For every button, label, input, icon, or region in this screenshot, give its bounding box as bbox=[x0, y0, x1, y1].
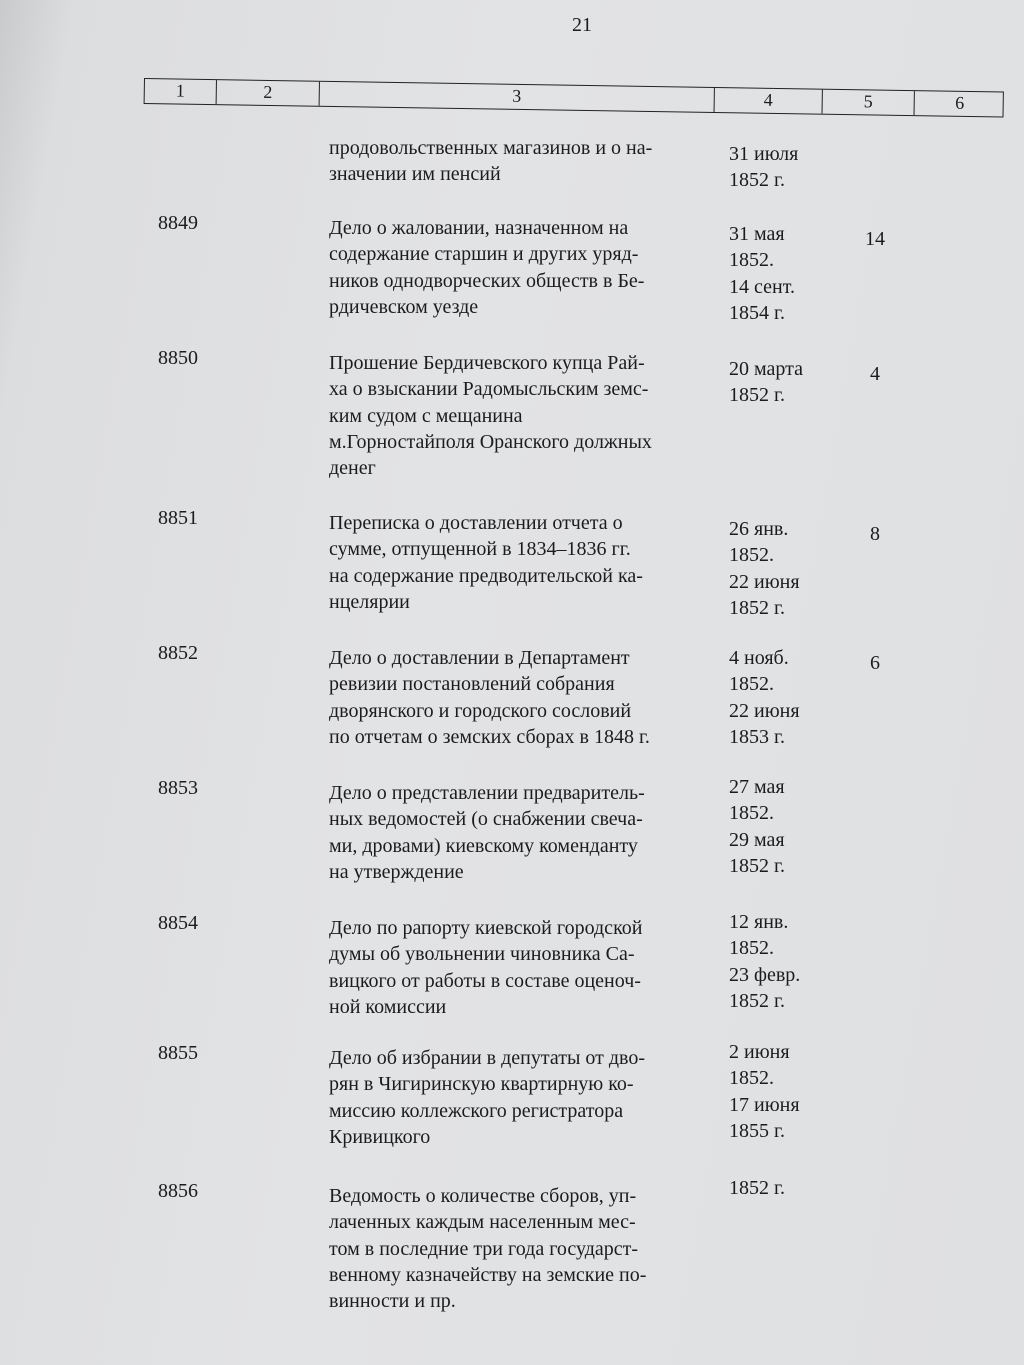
description-line: рдичевском уезде bbox=[329, 295, 479, 318]
description-line: по отчетам о земских сборах в 1848 г. bbox=[329, 725, 650, 748]
record-sheet-count: 8 bbox=[870, 523, 880, 545]
description-line: продовольственных магазинов и о на- bbox=[329, 137, 653, 159]
description-line: ной комиссии bbox=[329, 995, 447, 1018]
description-line: том в последние три года государст- bbox=[329, 1237, 639, 1260]
record-number: 8851 bbox=[158, 507, 198, 529]
record-dates bbox=[729, 221, 839, 326]
date-line: 1852 г. bbox=[729, 169, 785, 192]
description-line: венному казначейству на земские по- bbox=[329, 1263, 647, 1286]
header-col-6: 6 bbox=[955, 92, 965, 113]
date-line: 12 янв. bbox=[729, 911, 789, 933]
description-line: Кривицкого bbox=[329, 1125, 431, 1148]
record-number: 8849 bbox=[158, 212, 198, 234]
record-number: 8850 bbox=[158, 347, 198, 369]
description-line: Дело о представлении предваритель- bbox=[329, 782, 645, 804]
record-sheet-count: 4 bbox=[870, 363, 880, 385]
record-description bbox=[329, 510, 714, 615]
record-number: 8853 bbox=[158, 777, 198, 799]
date-line: 22 июня bbox=[729, 699, 800, 722]
date-line: 1852. bbox=[729, 937, 774, 960]
record-description bbox=[329, 215, 714, 320]
date-line: 17 июня bbox=[729, 1093, 800, 1116]
date-line: 20 марта bbox=[729, 358, 803, 380]
record-dates bbox=[729, 141, 839, 194]
page-number: 21 bbox=[572, 14, 592, 36]
description-line: ников однодворческих обществ в Бе- bbox=[329, 269, 645, 292]
record-dates bbox=[729, 1175, 839, 1201]
date-line: 1852 г. bbox=[729, 989, 785, 1012]
record-number: 8856 bbox=[158, 1180, 198, 1202]
description-line: на содержание предводительской ка- bbox=[329, 564, 643, 587]
record-description bbox=[329, 1045, 714, 1150]
date-line: 1854 г. bbox=[729, 301, 785, 324]
date-line: 1852 г. bbox=[729, 384, 785, 407]
description-line: ха о взыскании Радомысльским земс- bbox=[329, 378, 649, 401]
description-line: ким судом с мещанина bbox=[329, 404, 523, 427]
date-line: 27 мая bbox=[729, 776, 785, 798]
description-line: винности и пр. bbox=[329, 1290, 456, 1313]
header-col-1: 1 bbox=[145, 79, 217, 104]
date-line: 1852. bbox=[729, 673, 774, 696]
record-description bbox=[329, 645, 714, 750]
description-line: сумме, отпущенной в 1834–1836 гг. bbox=[329, 538, 631, 561]
record-description bbox=[329, 915, 714, 1020]
date-line: 2 июня bbox=[729, 1041, 790, 1063]
date-line: 23 февр. bbox=[729, 963, 801, 986]
description-line: миссию коллежского регистратора bbox=[329, 1099, 624, 1122]
record-dates bbox=[729, 516, 839, 621]
record-description bbox=[329, 135, 714, 188]
description-line: рян в Чигиринскую квартирную ко- bbox=[329, 1073, 634, 1096]
date-line: 1852. bbox=[729, 1067, 774, 1090]
record-number: 8855 bbox=[158, 1042, 198, 1064]
date-line: 1852. bbox=[729, 249, 774, 272]
description-line: Прошение Бердичевского купца Рай- bbox=[329, 352, 645, 374]
record-dates bbox=[729, 356, 839, 409]
header-col-5: 5 bbox=[823, 90, 915, 115]
record-dates bbox=[729, 1039, 839, 1144]
date-line: 1852 г. bbox=[729, 596, 785, 619]
record-dates bbox=[729, 774, 839, 879]
header-col-2: 2 bbox=[217, 80, 320, 106]
record-dates bbox=[729, 645, 839, 750]
record-description bbox=[329, 780, 714, 885]
date-line: 22 июня bbox=[729, 570, 800, 593]
date-line: 26 янв. bbox=[729, 518, 789, 540]
description-line: ревизии постановлений собрания bbox=[329, 673, 615, 696]
date-line: 29 мая bbox=[729, 828, 785, 851]
description-line: значении им пенсий bbox=[329, 163, 501, 186]
date-line: 1853 г. bbox=[729, 725, 785, 748]
record-sheet-count: 6 bbox=[870, 652, 880, 674]
record-description bbox=[329, 350, 714, 481]
description-line: нцелярии bbox=[329, 590, 410, 613]
date-line: 1852 г. bbox=[729, 1177, 785, 1199]
description-line: Дело по рапорту киевской городской bbox=[329, 917, 643, 939]
description-line: Дело о доставлении в Департамент bbox=[329, 647, 630, 669]
date-line: 1855 г. bbox=[729, 1119, 785, 1142]
description-line: думы об увольнении чиновника Са- bbox=[329, 943, 635, 966]
record-dates bbox=[729, 909, 839, 1014]
description-line: Переписка о доставлении отчета о bbox=[329, 512, 623, 534]
date-line: 31 мая bbox=[729, 223, 785, 245]
description-line: Дело об избрании в депутаты от дво- bbox=[329, 1047, 646, 1069]
description-line: м.Горностайполя Оранского должных bbox=[329, 430, 652, 453]
record-description bbox=[329, 1183, 714, 1314]
header-col-3: 3 bbox=[320, 82, 715, 112]
date-line: 4 нояб. bbox=[729, 647, 789, 669]
header-col-4: 4 bbox=[715, 88, 823, 114]
description-line: Дело о жаловании, назначенном на bbox=[329, 217, 629, 239]
date-line: 31 июля bbox=[729, 143, 799, 165]
description-line: вицкого от работы в составе оценоч- bbox=[329, 969, 641, 992]
date-line: 1852 г. bbox=[729, 854, 785, 877]
description-line: Ведомость о количестве сборов, уп- bbox=[329, 1185, 637, 1207]
description-line: лаченных каждым населенным мес- bbox=[329, 1211, 636, 1234]
description-line: на утверждение bbox=[329, 860, 464, 883]
description-line: ных ведомостей (о снабжении свеча- bbox=[329, 808, 643, 831]
description-line: содержание старшин и других уряд- bbox=[329, 243, 639, 266]
description-line: ми, дровами) киевскому коменданту bbox=[329, 834, 638, 857]
description-line: дворянского и городского сословий bbox=[329, 699, 632, 722]
description-line: денег bbox=[329, 457, 376, 480]
record-number: 8854 bbox=[158, 912, 198, 934]
date-line: 14 сент. bbox=[729, 275, 795, 298]
date-line: 1852. bbox=[729, 802, 774, 825]
record-number: 8852 bbox=[158, 642, 198, 664]
record-sheet-count: 14 bbox=[865, 228, 885, 250]
date-line: 1852. bbox=[729, 544, 774, 567]
